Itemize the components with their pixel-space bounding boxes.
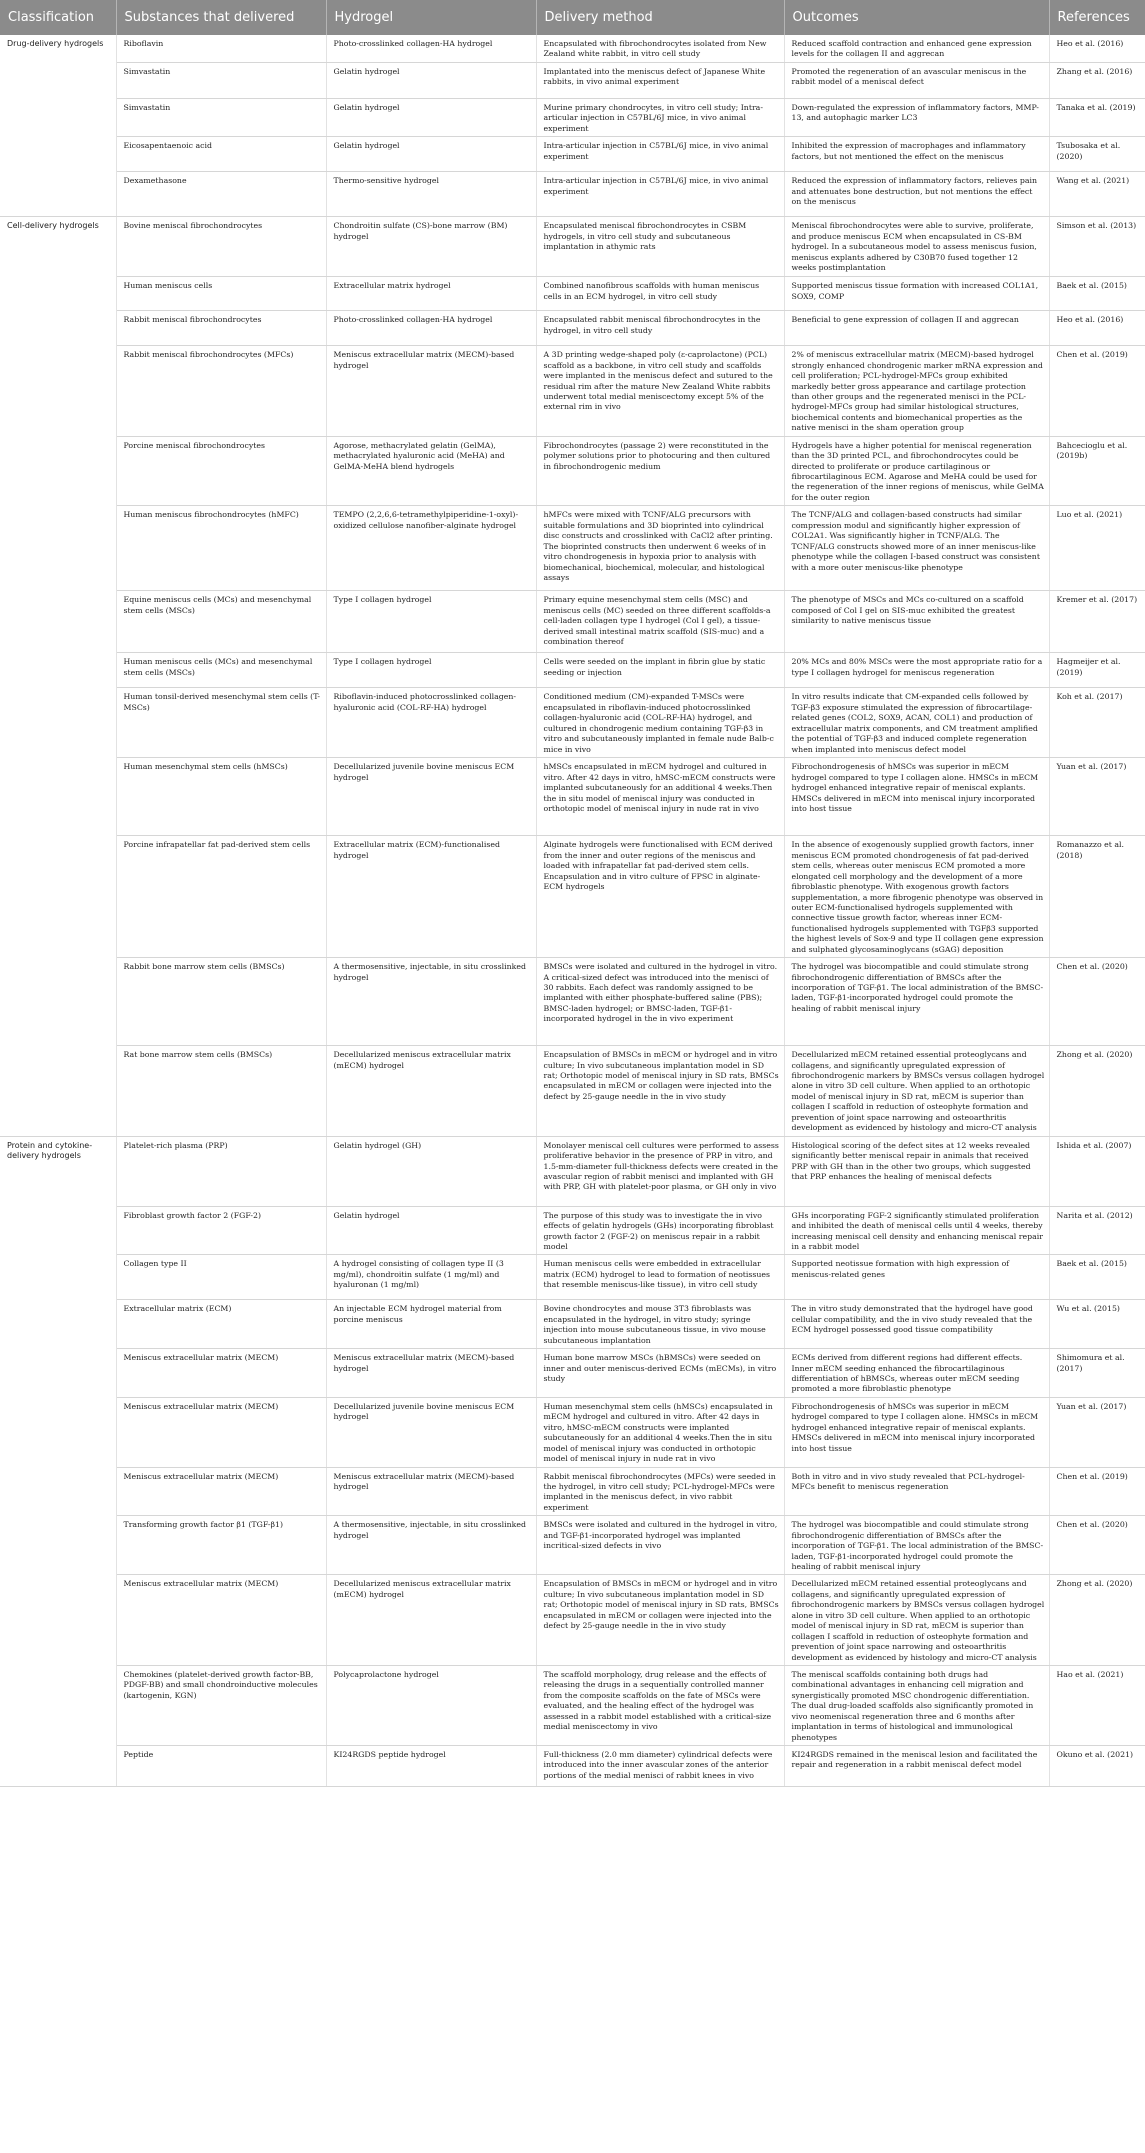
delivery-method-cell: Alginate hydrogels were functionalised with ECM derived from the inner and outer regions of the meniscus and loaded with infrapatellar fat pad-derived stem cells. Encapsulation and in vitro culture of FPSC in alginate-ECM hydrogels	[536, 836, 784, 958]
table-row	[0, 1046, 1145, 1137]
outcomes-cell: Histological scoring of the defect sites at 12 weeks revealed significantly better meniscal repair in animals that received PRP with GH than in the other two groups, which suggested that PRP enhances the healing of meniscal defects	[784, 1136, 1049, 1206]
substance-cell: Meniscus extracellular matrix (MECM)	[116, 1349, 326, 1398]
reference-cell: Wu et al. (2015)	[1049, 1300, 1145, 1349]
table-row	[0, 591, 1145, 653]
outcomes-cell: The TCNF/ALG and collagen-based constructs had similar compression modul and significantly higher expression of COL2A1. Was significantly higher in TCNF/ALG. The TCNF/ALG constructs showed more of an inner meniscus-like phenotype while the collagen I-based construct was consistent with a more outer meniscus-like phenotype	[784, 506, 1049, 591]
substance-cell: Bovine meniscal fibrochondrocytes	[116, 217, 326, 277]
hydrogel-cell: Decellularized meniscus extracellular matrix (mECM) hydrogel	[326, 1575, 536, 1666]
table-row	[0, 436, 1145, 506]
outcomes-cell: The hydrogel was biocompatible and could stimulate strong fibrochondrogenic differentiation of BMSCs after the incorporation of TGF-β1. The local administration of the BMSC-laden, TGF-β1-incorporated hydrogel could promote the healing of rabbit meniscal injury	[784, 1516, 1049, 1575]
reference-cell: Koh et al. (2017)	[1049, 688, 1145, 758]
substance-cell: Rabbit bone marrow stem cells (BMSCs)	[116, 958, 326, 1046]
table-row	[0, 172, 1145, 217]
substance-cell: Meniscus extracellular matrix (MECM)	[116, 1467, 326, 1516]
delivery-method-cell: Human meniscus cells were embedded in extracellular matrix (ECM) hydrogel to lead to formation of neotissues that resemble meniscus-like tissue), in vitro cell study	[536, 1255, 784, 1300]
hydrogel-cell: Gelatin hydrogel	[326, 1206, 536, 1255]
outcomes-cell: ECMs derived from different regions had different effects. Inner mECM seeding enhanced the fibrocartilaginous differentiation of hBMSCs, whereas outer mECM seeding promoted a more fibroblastic phenotype	[784, 1349, 1049, 1398]
substance-cell: Human tonsil-derived mesenchymal stem cells (T-MSCs)	[116, 688, 326, 758]
classification-cell: Cell-delivery hydrogels	[0, 217, 116, 1136]
outcomes-cell: The meniscal scaffolds containing both drugs had combinational advantages in enhancing cell migration and synergistically promoted MSC chondrogenic differentiation. The dual drug-loaded scaffolds also significantly promoted in vivo neomeniscal regeneration three and 6 months after implantation in terms of histological and immunological phenotypes	[784, 1665, 1049, 1745]
hydrogel-cell: KI24RGDS peptide hydrogel	[326, 1746, 536, 1787]
col-header-outcomes: Outcomes	[784, 0, 1049, 35]
delivery-method-cell: Encapsulation of BMSCs in mECM or hydrogel and in vitro culture; In vivo subcutaneous implantation model in SD rat; Orthotopic model of meniscal injury in SD rats, BMSCs encapsulated in mECM or collagen were injected into the defect by 25-gauge needle in the in vivo study	[536, 1046, 784, 1137]
hydrogel-cell: Decellularized meniscus extracellular matrix (mECM) hydrogel	[326, 1046, 536, 1137]
delivery-method-cell: hMFCs were mixed with TCNF/ALG precursors with suitable formulations and 3D bioprinted into cylindrical disc constructs and crosslinked with CaCl2 after printing. The bioprinted constructs then underwent 6 weeks of in vitro chondrogenesis in hypoxia prior to analysis with biomechanical, biochemical, molecular, and histological assays	[536, 506, 784, 591]
classification-cell: Drug-delivery hydrogels	[0, 35, 116, 217]
substance-cell: Eicosapentaenoic acid	[116, 137, 326, 172]
table-row	[0, 653, 1145, 688]
hydrogel-cell: Meniscus extracellular matrix (MECM)-based hydrogel	[326, 1467, 536, 1516]
delivery-method-cell: Bovine chondrocytes and mouse 3T3 fibroblasts was encapsulated in the hydrogel, in vitro study; syringe injection into mouse subcutaneous tissue, in vivo mouse subcutaneous implantation	[536, 1300, 784, 1349]
hydrogel-cell: Gelatin hydrogel (GH)	[326, 1136, 536, 1206]
substance-cell: Simvastatin	[116, 62, 326, 98]
delivery-method-cell: hMSCs encapsulated in mECM hydrogel and cultured in vitro. After 42 days in vitro, hMSC-mECM constructs were implanted subcutaneously for an additional 4 weeks.Then the in situ model of meniscal injury was conducted in orthotopic model of meniscal injury in nude rat in vivo	[536, 758, 784, 836]
outcomes-cell: In vitro results indicate that CM-expanded cells followed by TGF-β3 exposure stimulated the expression of fibrocartilage-related genes (COL2, SOX9, ACAN, COL1) and production of extracellular matrix components, and CM treatment amplified the potential of TGF-β3 and induced complete regeneration when implanted into meniscus defect model	[784, 688, 1049, 758]
col-header-delivery-method: Delivery method	[536, 0, 784, 35]
hydrogel-cell: Type I collagen hydrogel	[326, 591, 536, 653]
delivery-method-cell: Murine primary chondrocytes, in vitro cell study; Intra-articular injection in C57BL/6J mice, in vivo animal experiment	[536, 98, 784, 136]
hydrogel-cell: Chondroitin sulfate (CS)-bone marrow (BM) hydrogel	[326, 217, 536, 277]
substance-cell: Rat bone marrow stem cells (BMSCs)	[116, 1046, 326, 1137]
hydrogel-cell: Riboflavin-induced photocrosslinked collagen-hyaluronic acid (COL-RF-HA) hydrogel	[326, 688, 536, 758]
delivery-method-cell: Fibrochondrocytes (passage 2) were reconstituted in the polymer solutions prior to photocuring and then cultured in fibrochondrogenic medium	[536, 436, 784, 506]
substance-cell: Human mesenchymal stem cells (hMSCs)	[116, 758, 326, 836]
substance-cell: Meniscus extracellular matrix (MECM)	[116, 1397, 326, 1467]
hydrogel-cell: A thermosensitive, injectable, in situ crosslinked hydrogel	[326, 958, 536, 1046]
outcomes-cell: Supported meniscus tissue formation with increased COL1A1, SOX9, COMP	[784, 277, 1049, 311]
hydrogel-cell: Thermo-sensitive hydrogel	[326, 172, 536, 217]
hydrogel-cell: Extracellular matrix (ECM)-functionalised hydrogel	[326, 836, 536, 958]
outcomes-cell: Hydrogels have a higher potential for meniscal regeneration than the 3D printed PCL, and fibrochondrocytes could be directed to proliferate or produce cartilaginous or fibrocartilaginous ECM. Agarose and MeHA could be used for the regeneration of the inner regions of meniscus, while GelMA for the outer region	[784, 436, 1049, 506]
reference-cell: Chen et al. (2019)	[1049, 346, 1145, 437]
substance-cell: Fibroblast growth factor 2 (FGF-2)	[116, 1206, 326, 1255]
delivery-method-cell: Human mesenchymal stem cells (hMSCs) encapsulated in mECM hydrogel and cultured in vitro. After 42 days in vitro, hMSC-mECM constructs were implanted subcutaneously for an additional 4 weeks.Then the in situ model of meniscal injury was conducted in orthotopic model of meniscal injury in nude rat in vivo	[536, 1397, 784, 1467]
outcomes-cell: Down-regulated the expression of inflammatory factors, MMP-13, and autophagic marker LC3	[784, 98, 1049, 136]
substance-cell: Equine meniscus cells (MCs) and mesenchymal stem cells (MSCs)	[116, 591, 326, 653]
table-row	[0, 1349, 1145, 1398]
delivery-method-cell: The purpose of this study was to investigate the in vivo effects of gelatin hydrogels (GHs) incorporating fibroblast growth factor 2 (FGF-2) on meniscus repair in a rabbit model	[536, 1206, 784, 1255]
delivery-method-cell: Full-thickness (2.0 mm diameter) cylindrical defects were introduced into the inner avascular zones of the anterior portions of the medial menisci of rabbit knees in vivo	[536, 1746, 784, 1787]
reference-cell: Shimomura et al. (2017)	[1049, 1349, 1145, 1398]
reference-cell: Heo et al. (2016)	[1049, 311, 1145, 346]
table-row	[0, 62, 1145, 98]
classification-cell: Protein and cytokine-delivery hydrogels	[0, 1136, 116, 1786]
substance-cell: Meniscus extracellular matrix (MECM)	[116, 1575, 326, 1666]
reference-cell: Chen et al. (2020)	[1049, 958, 1145, 1046]
hydrogel-cell: Gelatin hydrogel	[326, 98, 536, 136]
delivery-method-cell: Human bone marrow MSCs (hBMSCs) were seeded on inner and outer meniscus-derived ECMs (mECMs), in vitro study	[536, 1349, 784, 1398]
outcomes-cell: Both in vitro and in vivo study revealed that PCL-hydrogel-MFCs benefit to meniscus regeneration	[784, 1467, 1049, 1516]
reference-cell: Chen et al. (2020)	[1049, 1516, 1145, 1575]
table-row	[0, 1136, 1145, 1206]
reference-cell: Tanaka et al. (2019)	[1049, 98, 1145, 136]
hydrogel-cell: Agorose, methacrylated gelatin (GelMA), methacrylated hyaluronic acid (MeHA) and GelMA-MeHA blend hydrogels	[326, 436, 536, 506]
hydrogel-cell: Gelatin hydrogel	[326, 62, 536, 98]
hydrogel-cell: An injectable ECM hydrogel material from porcine meniscus	[326, 1300, 536, 1349]
reference-cell: Hagmeijer et al. (2019)	[1049, 653, 1145, 688]
table-row	[0, 958, 1145, 1046]
delivery-method-cell: Encapsulated rabbit meniscal fibrochondrocytes in the hydrogel, in vitro cell study	[536, 311, 784, 346]
substance-cell: Human meniscus cells	[116, 277, 326, 311]
table-row	[0, 1516, 1145, 1575]
hydrogel-cell: Decellularized juvenile bovine meniscus ECM hydrogel	[326, 1397, 536, 1467]
header-row	[0, 0, 1145, 35]
hydrogel-cell: Meniscus extracellular matrix (MECM)-based hydrogel	[326, 346, 536, 437]
table-row	[0, 35, 1145, 62]
outcomes-cell: Beneficial to gene expression of collagen II and aggrecan	[784, 311, 1049, 346]
reference-cell: Zhong et al. (2020)	[1049, 1046, 1145, 1137]
delivery-method-cell: Conditioned medium (CM)-expanded T-MSCs were encapsulated in riboflavin-induced photocrosslinked collagen-hyaluronic acid (COL-RF-HA) hydrogel, and cultured in chondrogenic medium containing TGF-β3 in vitro and subcutaneously implanted in female nude Balb-c mice in vivo	[536, 688, 784, 758]
col-header-hydrogel: Hydrogel	[326, 0, 536, 35]
outcomes-cell: KI24RGDS remained in the meniscal lesion and facilitated the repair and regeneration in a rabbit meniscal defect model	[784, 1746, 1049, 1787]
hydrogel-cell: Decellularized juvenile bovine meniscus ECM hydrogel	[326, 758, 536, 836]
delivery-method-cell: The scaffold morphology, drug release and the effects of releasing the drugs in a sequentially controlled manner from the composite scaffolds on the fate of MSCs were evaluated, and the healing effect of the hydrogel was assessed in a rabbit model established with a critical-size medial meniscectomy in vivo	[536, 1665, 784, 1745]
table-row	[0, 277, 1145, 311]
table-row	[0, 1467, 1145, 1516]
substance-cell: Human meniscus fibrochondrocytes (hMFC)	[116, 506, 326, 591]
reference-cell: Zhong et al. (2020)	[1049, 1575, 1145, 1666]
delivery-method-cell: BMSCs were isolated and cultured in the hydrogel in vitro. A critical-sized defect was introduced into the menisci of 30 rabbits. Each defect was randomly assigned to be implanted with either phosphate-buffered saline (PBS); BMSC-laden hydrogel; or BMSC-laden, TGF-β1-incorporated hydrogel in the in vivo experiment	[536, 958, 784, 1046]
delivery-method-cell: Encapsulated with fibrochondrocytes isolated from New Zealand white rabbit, in vitro cell study	[536, 35, 784, 62]
hydrogel-cell: TEMPO (2,2,6,6-tetramethylpiperidine-1-oxyl)-oxidized cellulose nanofiber-alginate hydrogel	[326, 506, 536, 591]
delivery-method-cell: Primary equine mesenchymal stem cells (MSC) and meniscus cells (MC) seeded on three different scaffolds-a cell-laden collagen type I hydrogel (Col I gel), a tissue-derived small intestinal matrix scaffold (SIS-muc) and a combination thereof	[536, 591, 784, 653]
reference-cell: Tsubosaka et al. (2020)	[1049, 137, 1145, 172]
outcomes-cell: 20% MCs and 80% MSCs were the most appropriate ratio for a type I collagen hydrogel for meniscus regeneration	[784, 653, 1049, 688]
table-row	[0, 346, 1145, 437]
table-row	[0, 217, 1145, 277]
reference-cell: Wang et al. (2021)	[1049, 172, 1145, 217]
hydrogel-cell: Photo-crosslinked collagen-HA hydrogel	[326, 35, 536, 62]
delivery-method-cell: Encapsulated meniscal fibrochondrocytes in CSBM hydrogels, in vitro cell study and subcutaneous implantation in athymic rats	[536, 217, 784, 277]
col-header-substances: Substances that delivered	[116, 0, 326, 35]
delivery-method-cell: Encapsulation of BMSCs in mECM or hydrogel and in vitro culture; In vivo subcutaneous implantation model in SD rat; Orthotopic model of meniscal injury in SD rats, BMSCs encapsulated in mECM or collagen were injected into the defect by 25-gauge needle in the in vivo study	[536, 1575, 784, 1666]
delivery-method-cell: Intra-articular injection in C57BL/6J mice, in vivo animal experiment	[536, 172, 784, 217]
outcomes-cell: Reduced the expression of inflammatory factors, relieves pain and attenuates bone destruction, but not mentions the effect on the meniscus	[784, 172, 1049, 217]
outcomes-cell: Inhibited the expression of macrophages and inflammatory factors, but not mentioned the effect on the meniscus	[784, 137, 1049, 172]
substance-cell: Porcine infrapatellar fat pad-derived stem cells	[116, 836, 326, 958]
substance-cell: Transforming growth factor β1 (TGF-β1)	[116, 1516, 326, 1575]
substance-cell: Extracellular matrix (ECM)	[116, 1300, 326, 1349]
delivery-method-cell: Intra-articular injection in C57BL/6J mice, in vivo animal experiment	[536, 137, 784, 172]
delivery-method-cell: Implantated into the meniscus defect of Japanese White rabbits, in vivo animal experiment	[536, 62, 784, 98]
outcomes-cell: GHs incorporating FGF-2 significantly stimulated proliferation and inhibited the death of meniscal cells until 4 weeks, thereby increasing meniscal cell density and enhancing meniscal repair in a rabbit model	[784, 1206, 1049, 1255]
outcomes-cell: Decellularized mECM retained essential proteoglycans and collagens, and significantly upregulated expression of fibrochondrogenic markers by BMSCs versus collagen hydrogel alone in vitro 3D cell culture. When applied to an orthotopic model of meniscal injury in SD rat, mECM is superior than collagen I scaffold in reduction of osteophyte formation and prevention of joint space narrowing and osteoarthritis development as evidenced by histology and micro-CT analysis	[784, 1575, 1049, 1666]
table-row	[0, 98, 1145, 136]
reference-cell: Kremer et al. (2017)	[1049, 591, 1145, 653]
substance-cell: Rabbit meniscal fibrochondrocytes	[116, 311, 326, 346]
reference-cell: Bahcecioglu et al. (2019b)	[1049, 436, 1145, 506]
table-body	[0, 35, 1145, 1787]
substance-cell: Rabbit meniscal fibrochondrocytes (MFCs)	[116, 346, 326, 437]
reference-cell: Ishida et al. (2007)	[1049, 1136, 1145, 1206]
reference-cell: Baek et al. (2015)	[1049, 1255, 1145, 1300]
table-row	[0, 1397, 1145, 1467]
col-header-classification: Classification	[0, 0, 116, 35]
outcomes-cell: Fibrochondrogenesis of hMSCs was superior in mECM hydrogel compared to type I collagen alone. HMSCs in mECM hydrogel enhanced integrative repair of meniscal explants. HMSCs delivered in mECM into meniscal injury incorporated into host tissue	[784, 758, 1049, 836]
table-row	[0, 137, 1145, 172]
hydrogel-cell: Gelatin hydrogel	[326, 137, 536, 172]
reference-cell: Simson et al. (2013)	[1049, 217, 1145, 277]
hydrogel-cell: Type I collagen hydrogel	[326, 653, 536, 688]
hydrogel-cell: A hydrogel consisting of collagen type II (3 mg/ml), chondroitin sulfate (1 mg/ml) and hyaluronan (1 mg/ml)	[326, 1255, 536, 1300]
table-row	[0, 688, 1145, 758]
substance-cell: Human meniscus cells (MCs) and mesenchymal stem cells (MSCs)	[116, 653, 326, 688]
substance-cell: Dexamethasone	[116, 172, 326, 217]
reference-cell: Yuan et al. (2017)	[1049, 1397, 1145, 1467]
outcomes-cell: The hydrogel was biocompatible and could stimulate strong fibrochondrogenic differentiation of BMSCs after the incorporation of TGF-β1. The local administration of the BMSC-laden, TGF-β1-incorporated hydrogel could promote the healing of rabbit meniscal injury	[784, 958, 1049, 1046]
outcomes-cell: 2% of meniscus extracellular matrix (MECM)-based hydrogel strongly enhanced chondrogenic marker mRNA expression and cell proliferation; PCL-hydrogel-MFCs group exhibited markedly better gross appearance and cartilage protection than other groups and the regenerated menisci in the PCL-hydrogel-MFCs group had similar histological structures, biochemical contents and biomechanical properties as the native menisci in the sham operation group	[784, 346, 1049, 437]
reference-cell: Luo et al. (2021)	[1049, 506, 1145, 591]
reference-cell: Baek et al. (2015)	[1049, 277, 1145, 311]
outcomes-cell: Fibrochondrogenesis of hMSCs was superior in mECM hydrogel compared to type I collagen alone. HMSCs in mECM hydrogel enhanced integrative repair of meniscal explants. HMSCs delivered in mECM into meniscal injury incorporated into host tissue	[784, 1397, 1049, 1467]
hydrogel-cell: Polycaprolactone hydrogel	[326, 1665, 536, 1745]
outcomes-cell: Supported neotissue formation with high expression of meniscus-related genes	[784, 1255, 1049, 1300]
reference-cell: Chen et al. (2019)	[1049, 1467, 1145, 1516]
table-row	[0, 836, 1145, 958]
table-row	[0, 1206, 1145, 1255]
table-row	[0, 311, 1145, 346]
reference-cell: Heo et al. (2016)	[1049, 35, 1145, 62]
delivery-method-cell: Combined nanofibrous scaffolds with human meniscus cells in an ECM hydrogel, in vitro cell study	[536, 277, 784, 311]
substance-cell: Riboflavin	[116, 35, 326, 62]
col-header-references: References	[1049, 0, 1145, 35]
reference-cell: Romanazzo et al. (2018)	[1049, 836, 1145, 958]
delivery-method-cell: Rabbit meniscal fibrochondrocytes (MFCs) were seeded in the hydrogel, in vitro cell study; PCL-hydrogel-MFCs were implanted in the meniscus defect, in vivo rabbit experiment	[536, 1467, 784, 1516]
table-row	[0, 1575, 1145, 1666]
table-row	[0, 1665, 1145, 1745]
outcomes-cell: Decellularized mECM retained essential proteoglycans and collagens, and significantly upregulated expression of fibrochondrogenic markers by BMSCs versus collagen hydrogel alone in vitro 3D cell culture. When applied to an orthotopic model of meniscal injury in SD rat, mECM is superior than collagen I scaffold in reduction of osteophyte formation and prevention of joint space narrowing and osteoarthritis development as evidenced by histology and micro-CT analysis	[784, 1046, 1049, 1137]
delivery-method-cell: Monolayer meniscal cell cultures were performed to assess proliferative behavior in the presence of PRP in vitro, and 1.5-mm-diameter full-thickness defects were created in the avascular region of rabbit menisci and implanted with GH with PRP, GH with platelet-poor plasma, or GH only in vivo	[536, 1136, 784, 1206]
delivery-method-cell: BMSCs were isolated and cultured in the hydrogel in vitro, and TGF-β1-incorporated hydrogel was implanted incritical-sized defects in vivo	[536, 1516, 784, 1575]
table-row	[0, 1300, 1145, 1349]
hydrogel-cell: Extracellular matrix hydrogel	[326, 277, 536, 311]
reference-cell: Zhang et al. (2016)	[1049, 62, 1145, 98]
delivery-method-cell: Cells were seeded on the implant in fibrin glue by static seeding or injection	[536, 653, 784, 688]
outcomes-cell: The phenotype of MSCs and MCs co-cultured on a scaffold composed of Col I gel on SIS-muc exhibited the greatest similarity to native meniscus tissue	[784, 591, 1049, 653]
reference-cell: Okuno et al. (2021)	[1049, 1746, 1145, 1787]
outcomes-cell: In the absence of exogenously supplied growth factors, inner meniscus ECM promoted chondrogenesis of fat pad-derived stem cells, whereas outer meniscus ECM promoted a more elongated cell morphology and the development of a more fibroblastic phenotype. With exogenous growth factors supplementation, a more fibrogenic phenotype was observed in outer ECM-functionalised hydrogels supplemented with connective tissue growth factor, whereas inner ECM-functionalised hydrogels supplemented with TGFβ3 supported the highest levels of Sox-9 and type II collagen gene expression and sulphated glycosaminoglycans (sGAG) deposition	[784, 836, 1049, 958]
substance-cell: Porcine meniscal fibrochondrocytes	[116, 436, 326, 506]
table-row	[0, 758, 1145, 836]
outcomes-cell: Reduced scaffold contraction and enhanced gene expression levels for the collagen II and aggrecan	[784, 35, 1049, 62]
reference-cell: Narita et al. (2012)	[1049, 1206, 1145, 1255]
delivery-method-cell: A 3D printing wedge-shaped poly (ε-caprolactone) (PCL) scaffold as a backbone, in vitro cell study and scaffolds were implanted in the meniscus defect and sutured to the residual rim after the mature New Zealand White rabbits underwent total medial meniscectomy except 5% of the external rim in vivo	[536, 346, 784, 437]
outcomes-cell: Promoted the regeneration of an avascular meniscus in the rabbit model of a meniscal defect	[784, 62, 1049, 98]
hydrogel-cell: A thermosensitive, injectable, in situ crosslinked hydrogel	[326, 1516, 536, 1575]
hydrogel-cell: Photo-crosslinked collagen-HA hydrogel	[326, 311, 536, 346]
hydrogel-cell: Meniscus extracellular matrix (MECM)-based hydrogel	[326, 1349, 536, 1398]
substance-cell: Simvastatin	[116, 98, 326, 136]
reference-cell: Yuan et al. (2017)	[1049, 758, 1145, 836]
table-row	[0, 506, 1145, 591]
substance-cell: Collagen type II	[116, 1255, 326, 1300]
reference-cell: Hao et al. (2021)	[1049, 1665, 1145, 1745]
substance-cell: Chemokines (platelet-derived growth factor-BB, PDGF-BB) and small chondroinductive molecules (kartogenin, KGN)	[116, 1665, 326, 1745]
table-row	[0, 1746, 1145, 1787]
table-row	[0, 1255, 1145, 1300]
outcomes-cell: The in vitro study demonstrated that the hydrogel have good cellular compatibility, and the in vivo study revealed that the ECM hydrogel possessed good tissue compatibility	[784, 1300, 1049, 1349]
substance-cell: Peptide	[116, 1746, 326, 1787]
outcomes-cell: Meniscal fibrochondrocytes were able to survive, proliferate, and produce meniscus ECM when encapsulated in CS-BM hydrogel. In a subcutaneous model to assess meniscus fusion, meniscus explants adhered by C30B70 fused together 12 weeks postimplantation	[784, 217, 1049, 277]
substance-cell: Platelet-rich plasma (PRP)	[116, 1136, 326, 1206]
